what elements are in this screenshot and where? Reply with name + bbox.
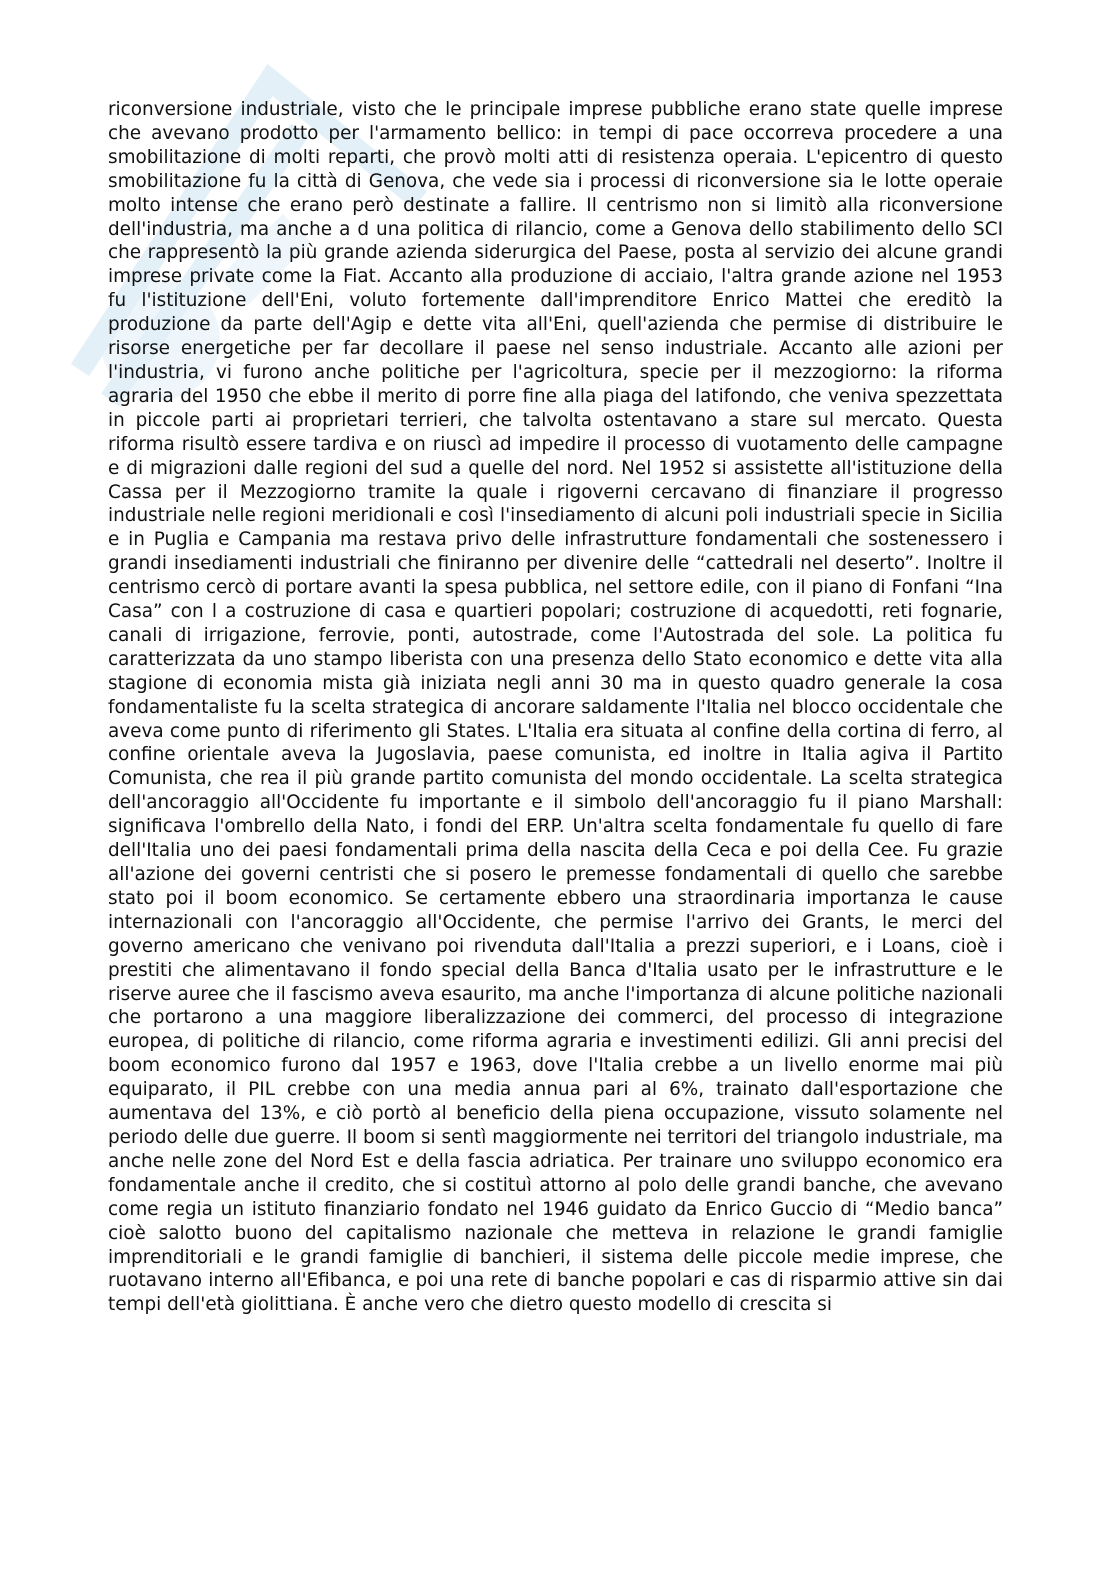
body-paragraph: riconversione industriale, visto che le principale imprese pubbliche erano state quelle imprese che avevano prodotto per l'armamento bellico: in tempi di pace occorreva procedere a una smobilitazione di molti reparti, che provò molti atti di resistenza operaia. L'epicentro di questo smobilitazione fu la città di Genova, che vede sia i processi di riconversione sia le lotte operaie molto intense che erano però destinate a fallire. Il centrismo non si limitò alla riconversione dell'industria, ma anche a d una politica di rilancio, come a Genova dello stabilimento dello SCI che rappresentò la più grande azienda siderurgica del Paese, posta al servizio dei alcune grandi imprese private come la Fiat. Accanto alla produzione di acciaio, l'altra grande azione nel 1953 fu l'istituzione dell'Eni, voluto fortemente dall'imprenditore Enrico Mattei che ereditò la produzione da parte dell'Agip e dette vita all'Eni, quell'azienda che permise di distribuire le risorse energetiche per far decollare il paese nel senso industriale. Accanto alle azioni per l'industria, vi furono anche politiche per l'agricoltura, specie per il mezzogiorno: la riforma agraria del 1950 che ebbe il merito di porre fine alla piaga del latifondo, che veniva spezzettata in piccole parti ai proprietari terrieri, che talvolta ostentavano a stare sul mercato. Questa riforma risultò essere tardiva e on riuscì ad impedire il processo di vuotamento delle campagne e di migrazioni dalle regioni del sud a quelle del nord. Nel 1952 si assistette all'istituzione della Cassa per il Mezzogiorno tramite la quale i rigoverni cercavano di finanziare il progresso industriale nelle regioni meridionali e così l'insediamento di alcuni poli industriali specie in Sicilia e in Puglia e Campania ma restava privo delle infrastrutture fondamentali che sostenessero i grandi insediamenti industriali che finiranno per divenire delle “cattedrali nel deserto”. Inoltre il centrismo cercò di portare avanti la spesa pubblica, nel settore edile, con il piano di Fonfani “Ina Casa” con l a costruzione di casa e quartieri popolari; costruzione di acquedotti, reti fognarie, canali di irrigazione, ferrovie, ponti, autostrade, come l'Autostrada del sole. La politica fu caratterizzata da uno stampo liberista con una presenza dello Stato economico e dette vita alla stagione di economia mista già iniziata negli anni 30 ma in questo quadro generale la cosa fondamentaliste fu la scelta strategica di ancorare saldamente l'Italia nel blocco occidentale che aveva come punto di riferimento gli States. L'Italia era situata al confine della cortina di ferro, al confine orientale aveva la Jugoslavia, paese comunista, ed inoltre in Italia agiva il Partito Comunista, che rea il più grande partito comunista del mondo occidentale. La scelta strategica dell'ancoraggio all'Occidente fu importante e il simbolo dell'ancoraggio fu il piano Marshall: significava l'ombrello della Nato, i fondi del ERP. Un'altra scelta fondamentale fu quello di fare dell'Italia uno dei paesi fondamentali prima della nascita della Ceca e poi della Cee. Fu grazie all'azione dei governi centristi che si posero le premesse fondamentali di quello che sarebbe stato poi il boom economico. Se certamente ebbero una straordinaria importanza le cause internazionali con l'ancoraggio all'Occidente, che permise l'arrivo dei Grants, le merci del governo americano che venivano poi rivenduta dall'Italia a prezzi superiori, e i Loans, cioè i prestiti che alimentavano il fondo special della Banca d'Italia usato per le infrastrutture e le riserve auree che il fascismo aveva esaurito, ma anche l'importanza di alcune politiche nazionali che portarono a una maggiore liberalizzazione dei commerci, del processo di integrazione europea, di politiche di rilancio, come riforma agraria e investimenti edilizi. Gli anni precisi del boom economico furono dal 1957 e 1963, dove l'Italia crebbe a un livello enorme mai più equiparato, il PIL crebbe con una media annua pari al 6%, trainato dall'esportazione che aumentava del 13%, e ciò portò al beneficio della piena occupazione, vissuto solamente nel periodo delle due guerre. Il boom si sentì maggiormente nei territori del triangolo industriale, ma anche nelle zone del Nord Est e della fascia adriatica. Per trainare uno sviluppo economico era fondamentale anche il credito, che si costituì attorno al polo delle grandi banche, che avevano come regia un istituto finanziario fondato nel 1946 guidato da Enrico Guccio di “Medio banca” cioè salotto buono del capitalismo nazionale che metteva in relazione le grandi famiglie imprenditoriali e le grandi famiglie di banchieri, il sistema delle piccole medie imprese, che ruotavano interno all'Efibanca, e poi una rete di banche popolari e cas di risparmio attive sin dai tempi dell'età giolittiana. È anche vero che dietro questo modello di crescita si: [108, 99, 1003, 1316]
